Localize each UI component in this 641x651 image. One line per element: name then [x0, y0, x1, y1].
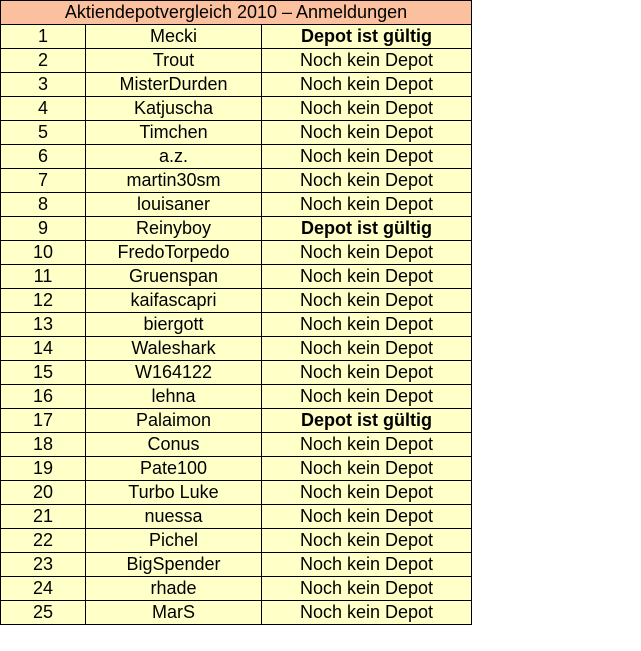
table-row — [1, 337, 472, 361]
participant-name: biergott — [86, 313, 262, 337]
row-number: 1 — [1, 25, 86, 49]
table-row — [1, 409, 472, 433]
participant-name: W164122 — [86, 361, 262, 385]
depot-status: Depot ist gültig — [262, 25, 472, 49]
depot-status: Noch kein Depot — [262, 145, 472, 169]
row-number: 7 — [1, 169, 86, 193]
row-number: 12 — [1, 289, 86, 313]
participant-name: FredoTorpedo — [86, 241, 262, 265]
row-number: 20 — [1, 481, 86, 505]
participant-name: MisterDurden — [86, 73, 262, 97]
depot-status: Noch kein Depot — [262, 385, 472, 409]
row-number: 5 — [1, 121, 86, 145]
depot-status: Noch kein Depot — [262, 193, 472, 217]
participant-name: Gruenspan — [86, 265, 262, 289]
participant-name: Pichel — [86, 529, 262, 553]
table-row — [1, 385, 472, 409]
participant-name: louisaner — [86, 193, 262, 217]
depot-status: Noch kein Depot — [262, 73, 472, 97]
table-row — [1, 529, 472, 553]
row-number: 15 — [1, 361, 86, 385]
depot-status: Noch kein Depot — [262, 313, 472, 337]
table-row — [1, 49, 472, 73]
participant-name: lehna — [86, 385, 262, 409]
row-number: 19 — [1, 457, 86, 481]
row-number: 13 — [1, 313, 86, 337]
participant-name: kaifascapri — [86, 289, 262, 313]
participant-name: a.z. — [86, 145, 262, 169]
table-row — [1, 217, 472, 241]
row-number: 6 — [1, 145, 86, 169]
participant-name: Pate100 — [86, 457, 262, 481]
table-row — [1, 193, 472, 217]
depot-status: Noch kein Depot — [262, 97, 472, 121]
participant-name: BigSpender — [86, 553, 262, 577]
table-row — [1, 577, 472, 601]
row-number: 25 — [1, 601, 86, 625]
participant-name: Palaimon — [86, 409, 262, 433]
row-number: 16 — [1, 385, 86, 409]
registration-table-body — [1, 1, 472, 625]
participant-name: rhade — [86, 577, 262, 601]
row-number: 9 — [1, 217, 86, 241]
depot-status: Depot ist gültig — [262, 409, 472, 433]
table-row — [1, 73, 472, 97]
row-number: 11 — [1, 265, 86, 289]
depot-status: Noch kein Depot — [262, 337, 472, 361]
row-number: 10 — [1, 241, 86, 265]
depot-status: Noch kein Depot — [262, 121, 472, 145]
depot-status: Noch kein Depot — [262, 241, 472, 265]
depot-status: Noch kein Depot — [262, 553, 472, 577]
table-row — [1, 361, 472, 385]
row-number: 24 — [1, 577, 86, 601]
table-row — [1, 265, 472, 289]
table-row — [1, 25, 472, 49]
table-row — [1, 121, 472, 145]
table-row — [1, 97, 472, 121]
participant-name: Mecki — [86, 25, 262, 49]
row-number: 23 — [1, 553, 86, 577]
participant-name: Timchen — [86, 121, 262, 145]
row-number: 3 — [1, 73, 86, 97]
table-row — [1, 313, 472, 337]
depot-status: Noch kein Depot — [262, 265, 472, 289]
participant-name: Katjuscha — [86, 97, 262, 121]
table-title: Aktiendepotvergleich 2010 – Anmeldungen — [1, 1, 472, 25]
row-number: 8 — [1, 193, 86, 217]
row-number: 17 — [1, 409, 86, 433]
depot-status: Noch kein Depot — [262, 481, 472, 505]
participant-name: MarS — [86, 601, 262, 625]
table-row — [1, 457, 472, 481]
depot-status: Noch kein Depot — [262, 433, 472, 457]
depot-status: Depot ist gültig — [262, 217, 472, 241]
row-number: 2 — [1, 49, 86, 73]
table-row — [1, 505, 472, 529]
row-number: 22 — [1, 529, 86, 553]
row-number: 18 — [1, 433, 86, 457]
depot-status: Noch kein Depot — [262, 361, 472, 385]
participant-name: Trout — [86, 49, 262, 73]
depot-status: Noch kein Depot — [262, 289, 472, 313]
depot-status: Noch kein Depot — [262, 457, 472, 481]
depot-status: Noch kein Depot — [262, 169, 472, 193]
participant-name: Turbo Luke — [86, 481, 262, 505]
depot-status: Noch kein Depot — [262, 49, 472, 73]
participant-name: Reinyboy — [86, 217, 262, 241]
participant-name: Conus — [86, 433, 262, 457]
title-row — [1, 1, 472, 25]
row-number: 14 — [1, 337, 86, 361]
participant-name: martin30sm — [86, 169, 262, 193]
table-row — [1, 169, 472, 193]
row-number: 21 — [1, 505, 86, 529]
table-row — [1, 433, 472, 457]
table-row — [1, 481, 472, 505]
table-row — [1, 145, 472, 169]
depot-status: Noch kein Depot — [262, 601, 472, 625]
participant-name: Waleshark — [86, 337, 262, 361]
depot-status: Noch kein Depot — [262, 529, 472, 553]
table-row — [1, 553, 472, 577]
table-row — [1, 601, 472, 625]
participant-name: nuessa — [86, 505, 262, 529]
depot-status: Noch kein Depot — [262, 505, 472, 529]
depot-status: Noch kein Depot — [262, 577, 472, 601]
table-row — [1, 289, 472, 313]
row-number: 4 — [1, 97, 86, 121]
table-row — [1, 241, 472, 265]
